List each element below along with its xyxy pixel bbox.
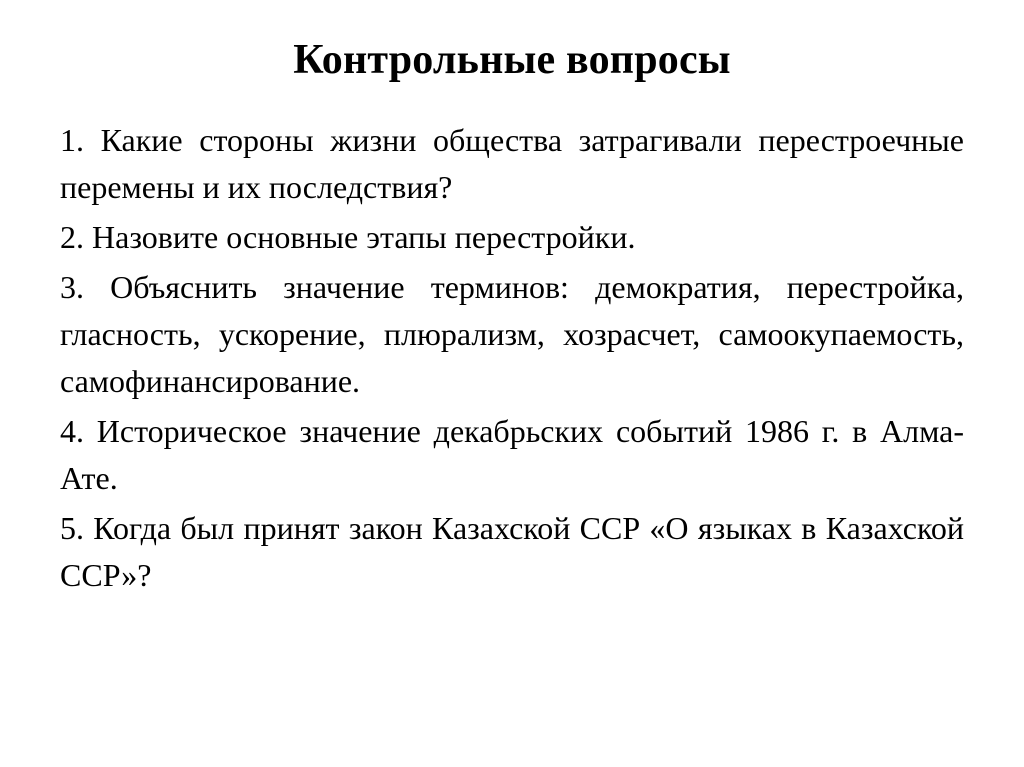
question-3: 3. Объяснить значение терминов: демократия, перестройка, гласность, ускорение, плюрализм, хозрасчет, самоокупаемость, самофинансирование.	[60, 269, 964, 399]
question-2: 2. Назовите основные этапы перестройки.	[60, 219, 636, 255]
questions-list	[60, 117, 964, 602]
question-5: 5. Когда был принят закон Казахской ССР «О языках в Казахской ССР»?	[60, 510, 964, 593]
slide-title: Контрольные вопросы	[293, 37, 731, 83]
question-4: 4. Историческое значение декабрьских событий 1986 г. в Алма-Ате.	[60, 413, 964, 496]
question-1: 1. Какие стороны жизни общества затрагивали перестроечные перемены и их последствия?	[60, 122, 964, 205]
